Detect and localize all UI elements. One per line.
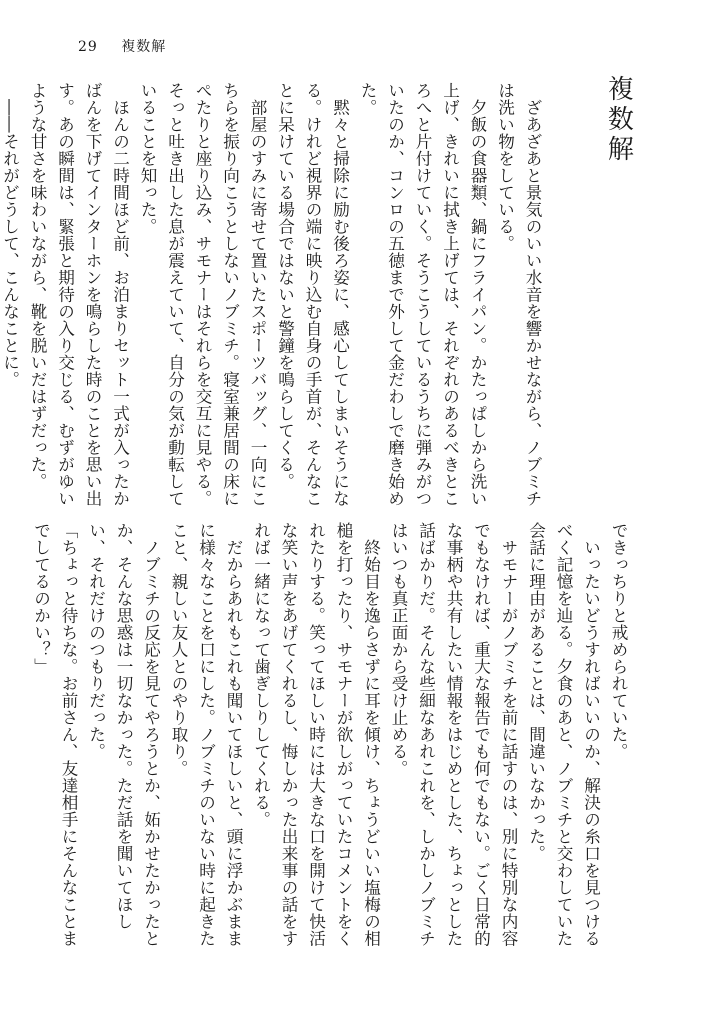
- paragraph: ノブミチの反応を見てやろうとか、妬かせたかったとか、そんな思惑は一切なかった。ただ話を聞いてほしい、それだけのつもりだった。: [86, 522, 161, 947]
- chapter-title: 複数解: [603, 75, 634, 165]
- paragraph: 黙々と掃除に励む後ろ姿に、感心してしまいそうになる。けれど視界の端に映り込む自身の手首が、そんなことに呆けている場合ではないと警鐘を鳴らしてくる。: [275, 82, 350, 507]
- paragraph: ――それがどうして、こんなことに。: [0, 98, 20, 388]
- running-title: 複数解: [121, 39, 167, 55]
- running-header: [78, 36, 166, 56]
- paragraph: ほんの二時間ほど前、お泊まりセット一式が入ったかばんを下げてインターホンを鳴らした時のことを思い出す。あの瞬間は、緊張と期待の入り交じる、むずがゆいような甘さを味わいながら、靴を脱いだはずだった。: [28, 82, 130, 507]
- paragraph: 終始目を逸らさずに耳を傾け、ちょうどいい塩梅の相槌を打ったり、サモナーが欲しがっていたコメントをくれたりする。笑ってほしい時には大きな口を開けて快活な笑い声をあげてくれるし、悔しかった出来事の話をすれば一緒になって歯ぎしりしてくれる。: [251, 522, 381, 947]
- paragraph: ざあざあと景気のいい水音を響かせながら、ノブミチは洗い物をしている。: [495, 82, 542, 507]
- paragraph: 部屋のすみに寄せて置いたスポーツバッグ、一向にこちらを振り向こうとしないノブミチ。寝室兼居間の床にぺたりと座り込み、サモナーはそれらを交互に見やる。そっと吐き出した息が震えていて、自分の気が動転していることを知った。: [138, 82, 267, 507]
- page-number: 29: [78, 39, 98, 55]
- paragraph: いったいどうすればいいのか、解決の糸口を見つけるべく記憶を辿る。夕食のあと、ノブミチと交わしていた会話に理由があることは、間違いなかった。: [526, 522, 601, 947]
- paragraph: 「ちょっと待ちな。お前さん、友達相手にそんなことまでしてるのかい？」: [31, 522, 78, 947]
- paragraph: できっちりと戒められていた。: [609, 522, 628, 760]
- lower-text-block: [31, 522, 632, 947]
- paragraph: サモナーがノブミチを前に話すのは、別に特別な内容でもなければ、重大な報告でも何でもない。ごく日常的な事柄や共有したい情報をはじめとした、ちょっとした話ばかりだ。そんな些細なあれこれを、しかしノブミチはいつも真正面から受け止める。: [389, 522, 518, 947]
- paragraph: 夕飯の食器類、鍋にフライパン。かたっぱしから洗い上げ、きれいに拭き上げては、それぞれのあるべきところへと片付けていく。そうこうしているうちに弾みがついたのか、コンロの五徳まで外して金だわしで磨き始めた。: [358, 82, 487, 507]
- paragraph: だからあれもこれも聞いてほしいと、頭に浮かぶままに様々なことを口にした。ノブミチのいない時に起きたこと、親しい友人とのやり取り。: [169, 522, 243, 947]
- upper-text-block: [0, 82, 546, 507]
